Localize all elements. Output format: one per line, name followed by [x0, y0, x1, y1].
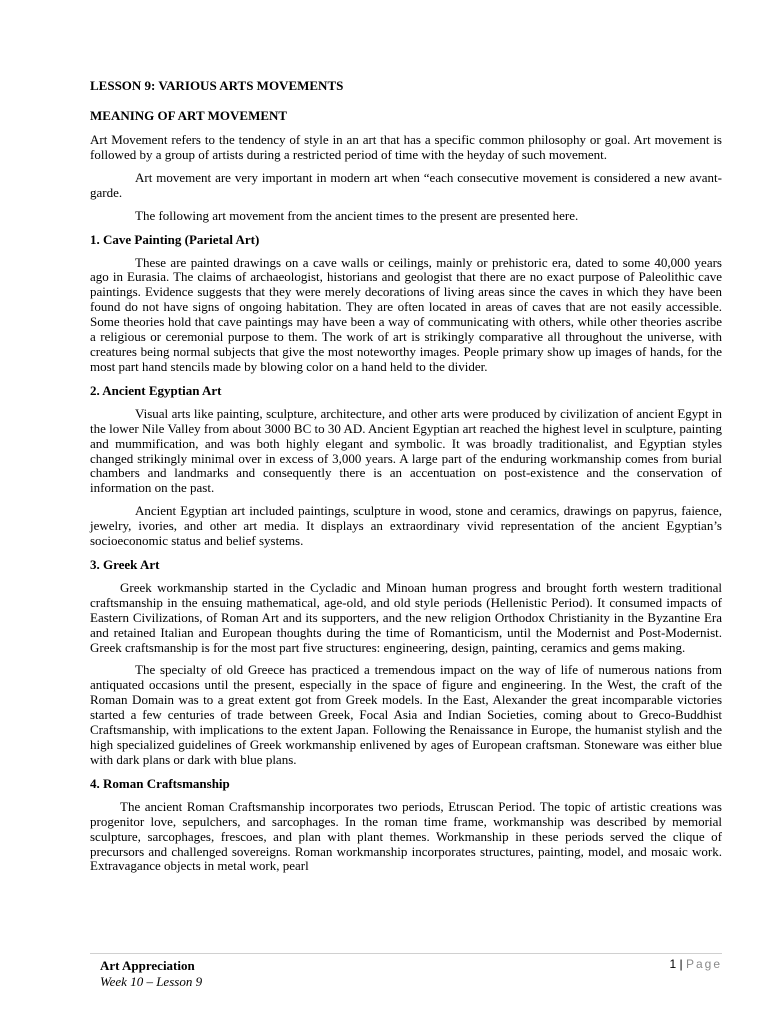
- lesson-title: LESSON 9: VARIOUS ARTS MOVEMENTS: [90, 78, 344, 93]
- page-footer: [90, 953, 722, 990]
- section-title-egyptian-art: 2. Ancient Egyptian Art: [90, 382, 222, 398]
- section-paragraph: These are painted drawings on a cave walls or ceilings, mainly or prehistoric era, dated to some 40,000 years ago in Eurasia. The claims of archaeologist, historians and geologist that there are no exact purpose of Paleolithic cave paintings. Evidence suggests that they were merely decorations of living areas since the caves in which they have been found do not have signs of ongoing habitation. They are often located in areas of caves that are not easily accessible. Some theories hold that cave paintings may have been a way of communicating with others, while other theories ascribe a religious or ceremonial purpose to them. The work of art is strikingly comparative all throughout the universe, with creatures being normal subjects that give the most noteworthy images. People primary show up images of hands, for the most part hand stencils made by blowing color on a hand held to the divider.: [90, 254, 722, 374]
- section-title-roman-craftsmanship: 4. Roman Craftsmanship: [90, 775, 230, 791]
- section-title-cave-painting: 1. Cave Painting (Parietal Art): [90, 231, 260, 247]
- intro-paragraph: Art Movement refers to the tendency of style in an art that has a specific common philosophy or goal. Art movement is followed by a group of artists during a restricted period of time with the heyday of such movement.: [90, 132, 722, 162]
- page-number-value: 1: [669, 957, 677, 971]
- section-title-greek-art: 3. Greek Art: [90, 556, 160, 572]
- document-page: [90, 78, 722, 882]
- section-paragraph: The specialty of old Greece has practiced a tremendous impact on the way of life of numerous nations from antiquated occasions until the present, especially in the space of figure and engineering. In the West, the craft of the Roman Domain was to a great extent got from Greek models. In the East, Alexander the great incomparable victories started a few centuries of trade between Greek, Focal Asia and Indian Societies, coming about to Greco-Buddhist Craftsmanship, with implications to the extent Japan. Following the Renaissance in Europe, the humanist stylish and the high specialized guidelines of Greek workmanship enlivened by ages of European craftsman. Stoneware was either blue with dark plans or dark with blue plans.: [90, 662, 722, 767]
- section-paragraph: The ancient Roman Craftsmanship incorporates two periods, Etruscan Period. The topic of artistic creations was progenitor love, sepulchers, and sarcophages. In the roman time frame, workmanship was described by memorial sculpture, sarcophages, frescoes, and plan with plant themes. Workmanship in these periods served the clique of precursors and challenged sovereigns. Roman workmanship incorporates structures, painting, model, and mosaic work. Extravagance objects in metal work, pearl: [90, 798, 722, 874]
- meaning-title: MEANING OF ART MOVEMENT: [90, 108, 288, 123]
- footer-week-lesson: Week 10 – Lesson 9: [100, 974, 203, 989]
- page-word: Page: [685, 957, 722, 971]
- intro-paragraph: The following art movement from the ancient times to the present are presented here.: [135, 207, 579, 223]
- page-number-separator: |: [679, 957, 683, 971]
- footer-course-title: Art Appreciation: [100, 958, 195, 973]
- page-number: [669, 957, 722, 971]
- section-paragraph: Visual arts like painting, sculpture, architecture, and other arts were produced by civilization of ancient Egypt in the lower Nile Valley from about 3000 BC to 30 AD. Ancient Egyptian art reached the highest level in sculpture, painting and mummification, and was both highly elegant and symbolic. It was broadly traditionalist, and Egyptian styles changed strikingly minimal over in excess of 3,000 years. A large part of the enduring workmanship comes from burial chambers and landmarks and consequently there is an accentuation on post-existence and the conservation of information on the past.: [90, 405, 722, 496]
- section-paragraph: Greek workmanship started in the Cycladic and Minoan human progress and brought forth western traditional craftsmanship in the ensuing mathematical, age-old, and old style periods (Hellenistic Period). It consumed impacts of Eastern Civilizations, of Roman Art and its supporters, and the new religion Orthodox Christianity in the Byzantine Era and retained Italian and European thoughts during the time of Romanticism, until the Modernist and Post-Modernist. Greek craftsmanship is for the most part five structures: engineering, design, painting, ceramics and gems making.: [90, 579, 722, 655]
- intro-paragraph: Art movement are very important in modern art when “each consecutive movement is considered a new avant-garde.: [90, 169, 722, 200]
- section-paragraph: Ancient Egyptian art included paintings, sculpture in wood, stone and ceramics, drawings on papyrus, faience, jewelry, ivories, and other art media. It displays an extraordinary vivid representation of the ancient Egyptian’s socioeconomic status and belief systems.: [90, 503, 722, 549]
